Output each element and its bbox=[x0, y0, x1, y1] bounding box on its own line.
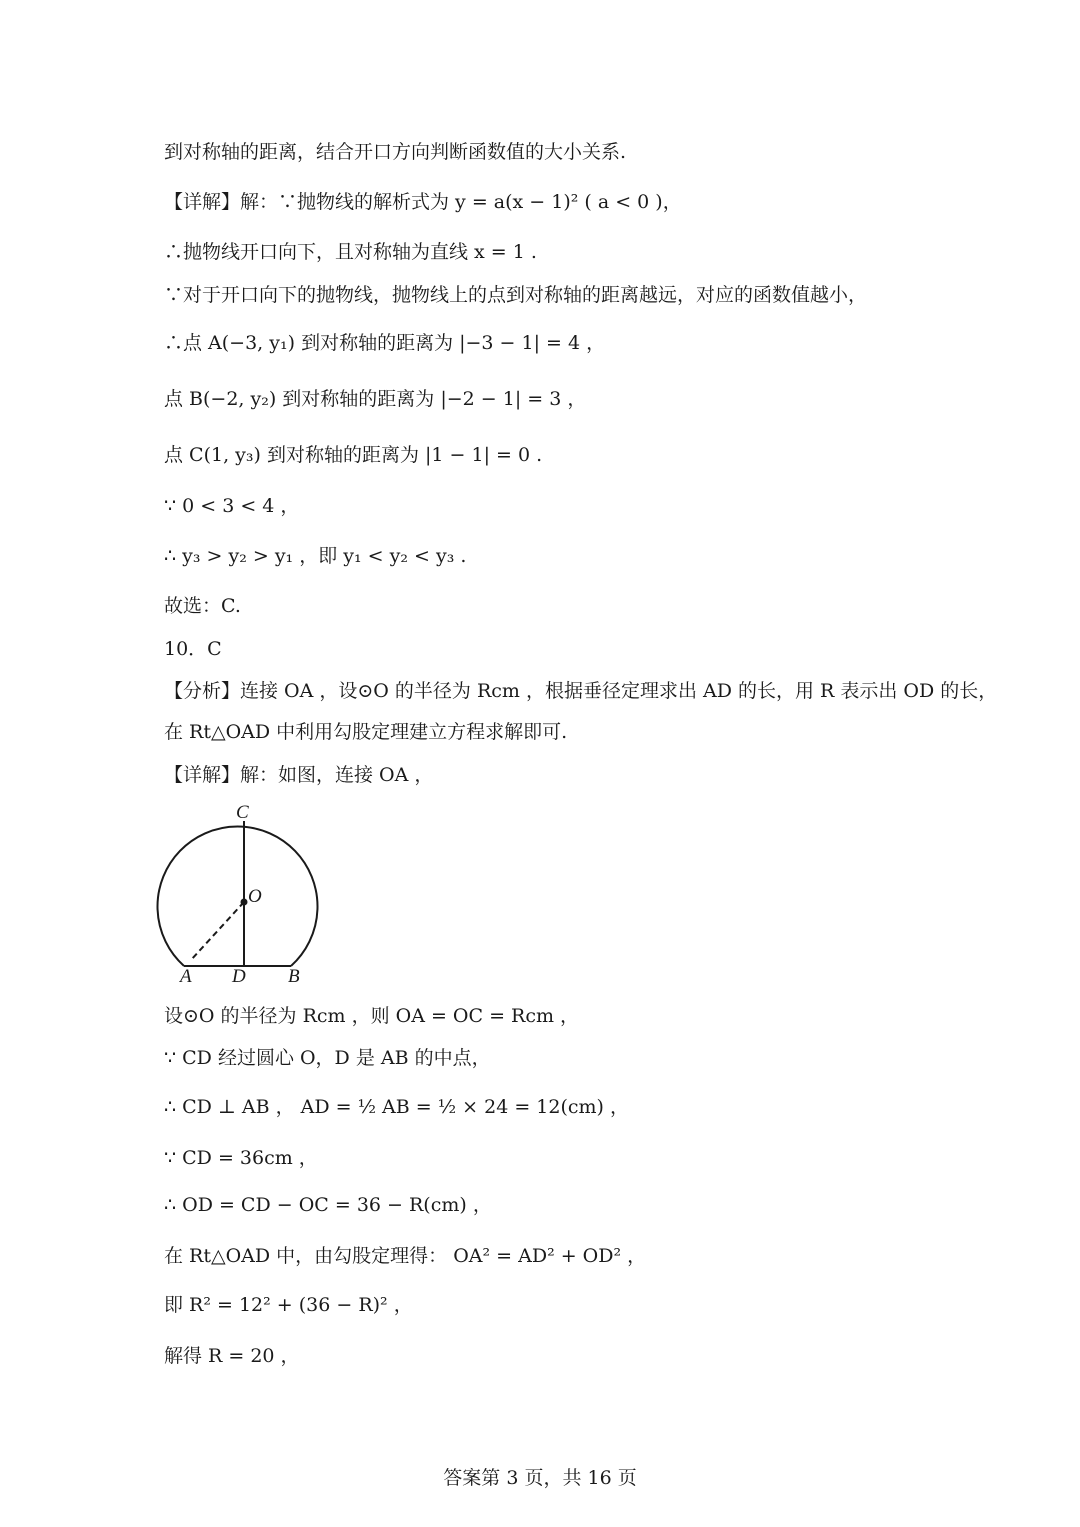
text-line: ∴抛物线开口向下，且对称轴为直线 x = 1 . bbox=[164, 241, 537, 263]
text-line: 在 Rt△OAD 中利用勾股定理建立方程求解即可. bbox=[164, 721, 568, 743]
text-line: ∴ CD ⊥ AB ， AD = ½ AB = ½ × 24 = 12(cm) ， bbox=[164, 1096, 629, 1118]
text-line: 【分析】连接 OA ，设⊙O 的半径为 Rcm ，根据垂径定理求出 AD 的长，用 R 表示出 OD 的长， bbox=[164, 680, 998, 702]
text-line: 即 R² = 12² + (36 − R)² ， bbox=[164, 1294, 413, 1316]
label-b: B bbox=[288, 966, 300, 987]
center-dot bbox=[241, 899, 248, 906]
text-line: ∴点 A(−3, y₁) 到对称轴的距离为 |−3 − 1| = 4 ， bbox=[164, 332, 606, 354]
text-line: ∵ 0 < 3 < 4 ， bbox=[164, 495, 300, 517]
text-line: 故选：C. bbox=[164, 595, 241, 617]
text-line: 【详解】解：∵抛物线的解析式为 y = a(x − 1)² ( a < 0 )， bbox=[164, 191, 682, 213]
label-c: C bbox=[236, 802, 249, 823]
label-d: D bbox=[232, 966, 246, 987]
text-line: ∴ OD = CD − OC = 36 − R(cm) ， bbox=[164, 1194, 492, 1216]
text-line: 解得 R = 20 ， bbox=[164, 1345, 300, 1367]
circle-arc bbox=[158, 827, 318, 966]
text-line: ∵ CD 经过圆心 O，D 是 AB 的中点， bbox=[164, 1047, 491, 1069]
text-line: 在 Rt△OAD 中，由勾股定理得： OA² = AD² + OD² ， bbox=[164, 1245, 647, 1267]
text-line: 点 C(1, y₃) 到对称轴的距离为 |1 − 1| = 0 . bbox=[164, 444, 543, 466]
text-line: 点 B(−2, y₂) 到对称轴的距离为 |−2 − 1| = 3 ， bbox=[164, 388, 587, 410]
text-line: ∵对于开口向下的抛物线，抛物线上的点到对称轴的距离越远，对应的函数值越小， bbox=[164, 284, 868, 306]
label-a: A bbox=[180, 966, 192, 987]
geometry-figure bbox=[150, 798, 350, 988]
text-line: 【详解】解：如图，连接 OA ， bbox=[164, 764, 434, 786]
text-line: ∵ CD = 36cm ， bbox=[164, 1147, 318, 1169]
text-line: ∴ y₃ > y₂ > y₁ ，即 y₁ < y₂ < y₃ . bbox=[164, 545, 467, 567]
label-o: O bbox=[248, 886, 262, 907]
question-number: 10．C bbox=[164, 638, 222, 660]
text-line: 设⊙O 的半径为 Rcm ，则 OA = OC = Rcm ， bbox=[164, 1005, 580, 1027]
page-footer: 答案第 3 页，共 16 页 bbox=[443, 1467, 637, 1489]
text-line: 到对称轴的距离，结合开口方向判断函数值的大小关系. bbox=[164, 141, 627, 163]
dashed-oa bbox=[191, 902, 244, 960]
